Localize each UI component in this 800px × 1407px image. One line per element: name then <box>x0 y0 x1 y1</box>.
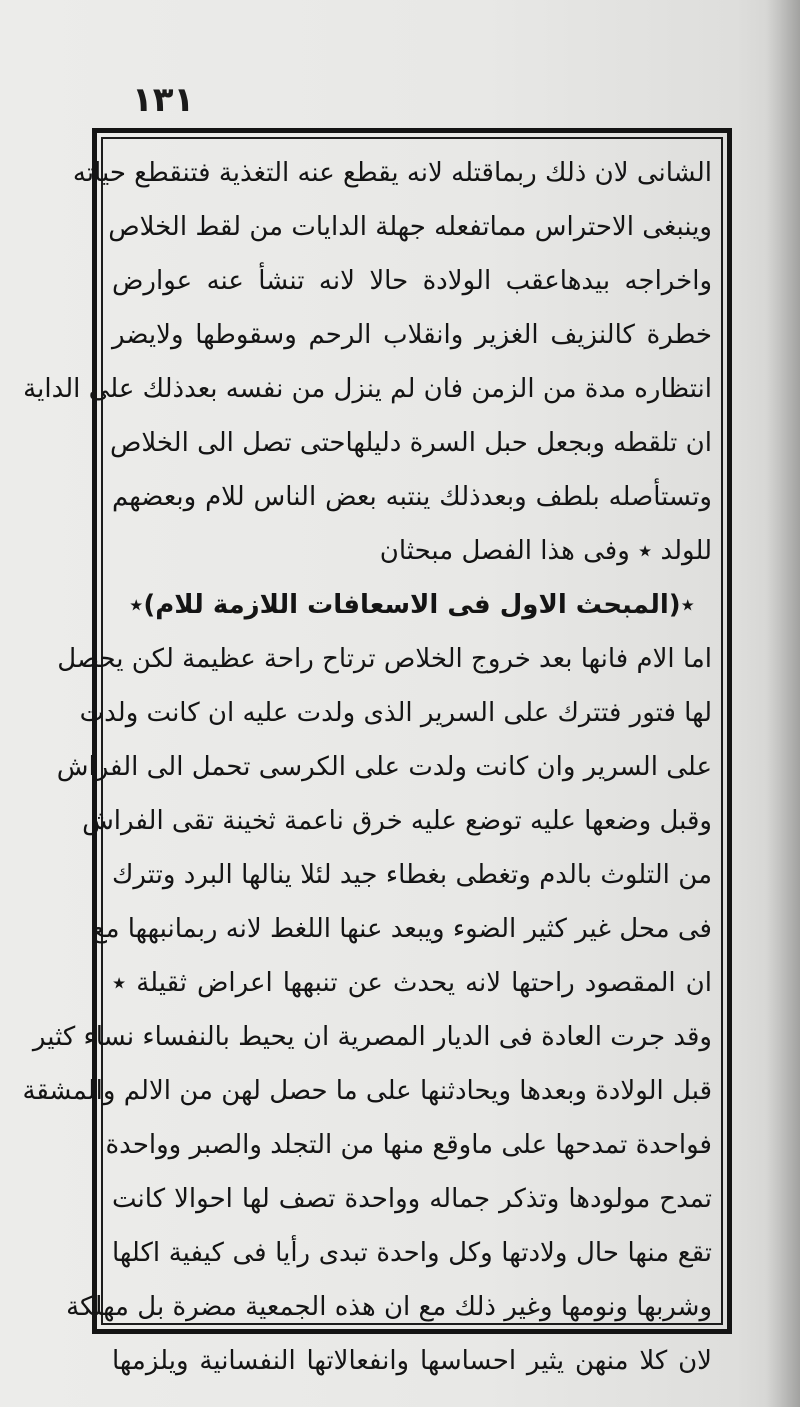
text-line: تقع منها حال ولادتها وكل واحدة تبدى رأيا فى كيفية اكلها <box>112 1238 712 1268</box>
text-line: قبل الولادة وبعدها ويحادثنها على ما حصل لهن من الالم والمشقة <box>22 1076 712 1106</box>
text-line: واخراجه بيدهاعقب الولادة حالا لانه تنشأ عنه عوارض <box>112 266 712 296</box>
text-line: وقد جرت العادة فى الديار المصرية ان يحيط بالنفساء نساء كثير <box>32 1022 712 1052</box>
text-line: لها فتور فتترك على السرير الذى ولدت عليه ان كانت ولدت <box>79 698 712 728</box>
text-line: اما الام فانها بعد خروج الخلاص ترتاح راحة عظيمة لكن يحصل <box>57 644 712 674</box>
text-line: خطرة كالنزيف الغزير وانقلاب الرحم وسقوطها ولايضر <box>112 320 712 350</box>
text-line: فواحدة تمدحها على ماوقع منها من التجلد والصبر وواحدة <box>105 1130 712 1160</box>
page-spine-shadow <box>766 0 800 1407</box>
text-line: وتستأصله بلطف وبعدذلك ينتبه بعض الناس للام وبعضهم <box>112 482 712 512</box>
page-number: ١٣١ <box>132 80 195 120</box>
text-line: تمدح مولودها وتذكر جماله وواحدة تصف لها احوالا كانت <box>112 1184 712 1214</box>
text-line: ان المقصود راحتها لانه يحدث عن تنبهها اعراض ثقيلة ٭ <box>112 968 712 998</box>
text-line: لان كلا منهن يثير احساسها وانفعالاتها النفسانية ويلزمها <box>112 1346 712 1376</box>
text-line: الشانى لان ذلك ربماقتله لانه يقطع عنه التغذية فتنقطع حياته <box>72 158 712 188</box>
text-line: فى محل غير كثير الضوء ويبعد عنها اللغط لانه ربمانبهها مع <box>91 914 712 944</box>
text-line: وشربها ونومها وغير ذلك مع ان هذه الجمعية مضرة بل مهلكة <box>66 1292 712 1322</box>
text-line: وقبل وضعها عليه توضع عليه خرق ناعمة ثخينة تقى الفراش <box>82 806 712 836</box>
section-heading: ٭(المبحث الاول فى الاسعافات اللازمة للام)٭ <box>129 590 695 620</box>
text-line: من التلوث بالدم وتغطى بغطاء جيد لئلا ينالها البرد وتترك <box>112 860 712 890</box>
body-text <box>22 146 712 1376</box>
text-line: ان تلقطه وبجعل حبل السرة دليلهاحتى تصل الى الخلاص <box>109 428 712 458</box>
text-line: للولد ٭ وفى هذا الفصل مبحثان <box>379 536 712 566</box>
text-line: على السرير وان كانت ولدت على الكرسى تحمل الى الفراش <box>56 752 712 782</box>
text-line: انتظاره مدة من الزمن فان لم ينزل من نفسه بعدذلك على الداية <box>23 374 712 404</box>
text-line: وينبغى الاحتراس مماتفعله جهلة الدايات من لقط الخلاص <box>108 212 712 242</box>
